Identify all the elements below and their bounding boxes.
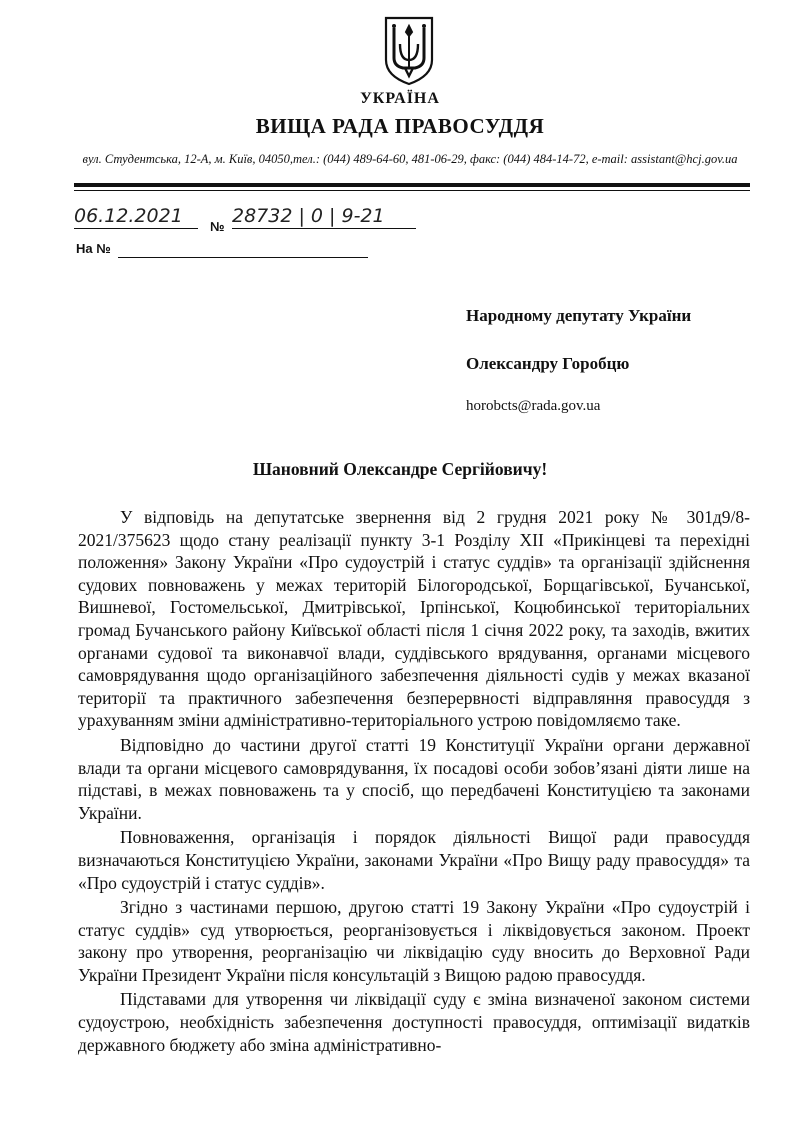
body-paragraph: У відповідь на депутатське звернення від 2 грудня 2021 року № 301д9/8-2021/375623 щодо стану реалізації пункту 3-1 Розділу XII «Прикінцеві та перехідні положення» Закону України «Про судоустрій і статус суддів» та організації здійснення судових повноважень у межах територій Білогородської, Борщагівської, Бучанської, Вишневої, Гостомельської, Дмитрівської, Ірпінської, Коцюбинської територіальних громад Бучанського району Київської області після 1 січня 2022 року, та заходів, вжитих органами судової та виконавчої влади, суддівського врядування, органами місцевого самоврядування щодо організаційного забезпечення діяльності судів у межах вказаної території та практичного забезпечення безперервності відправляння правосуддя з урахуванням зміни адміністративно-територіального устрою повідомляємо таке. (78, 507, 750, 731)
trident-coat-of-arms-icon (383, 14, 435, 86)
body-paragraph: Відповідно до частини другої статті 19 Конституції України органи державної влади та органи місцевого самоврядування, їх посадові особи зобов’язані діяти лише на підставі, в межах повноважень та у спосіб, що передбачені Конституцією та законами України. (78, 734, 750, 823)
addressee-email: horobcts@rada.gov.ua (466, 398, 601, 414)
addressee-name: Олександру Горобцю (466, 354, 630, 373)
body-paragraph: Повноваження, організація і порядок діяльності Вищої ради правосуддя визначаються Конституцією України, законами України «Про Вищу раду правосуддя» та «Про судоустрій і статус суддів». (78, 827, 750, 893)
reply-to-label: На № (76, 241, 111, 256)
addressee-title: Народному депутату України (466, 306, 692, 325)
header-divider-thin (74, 190, 750, 191)
registration-number-label: № (210, 219, 225, 234)
registration-number: 28732 | 0 | 9-21 (232, 205, 416, 229)
organization-name: ВИЩА РАДА ПРАВОСУДДЯ (255, 114, 545, 138)
organization-address: вул. Студентська, 12-А, м. Київ, 04050,тел.: (044) 489-64-60, 481-06-29, факс: (044) 484-14-72, e-mail: assistant@hcj.gov.ua (82, 152, 738, 166)
letter-body (78, 506, 750, 1058)
header-divider-thick (74, 183, 750, 187)
country-name: УКРАЇНА (360, 90, 440, 107)
reply-to-blank-line (118, 257, 368, 258)
body-paragraph: Підставами для утворення чи ліквідації суду є зміна визначеної законом системи судоустрою, необхідність забезпечення доступності правосуддя, оптимізації видатків державного бюджету або зміна адміністративно- (78, 989, 750, 1055)
registration-date: 06.12.2021 (74, 205, 198, 229)
body-paragraph: Згідно з частинами першою, другою статті 19 Закону України «Про судоустрій і статус суддів» суд утворюється, реорганізовується і ліквідовується законом. Проект закону про утворення, реорганізацію чи ліквідацію суду вносить до Верховної Ради України Президент України після консультацій з Вищою радою правосуддя. (78, 897, 750, 985)
salutation: Шановний Олександре Сергійовичу! (252, 459, 548, 479)
